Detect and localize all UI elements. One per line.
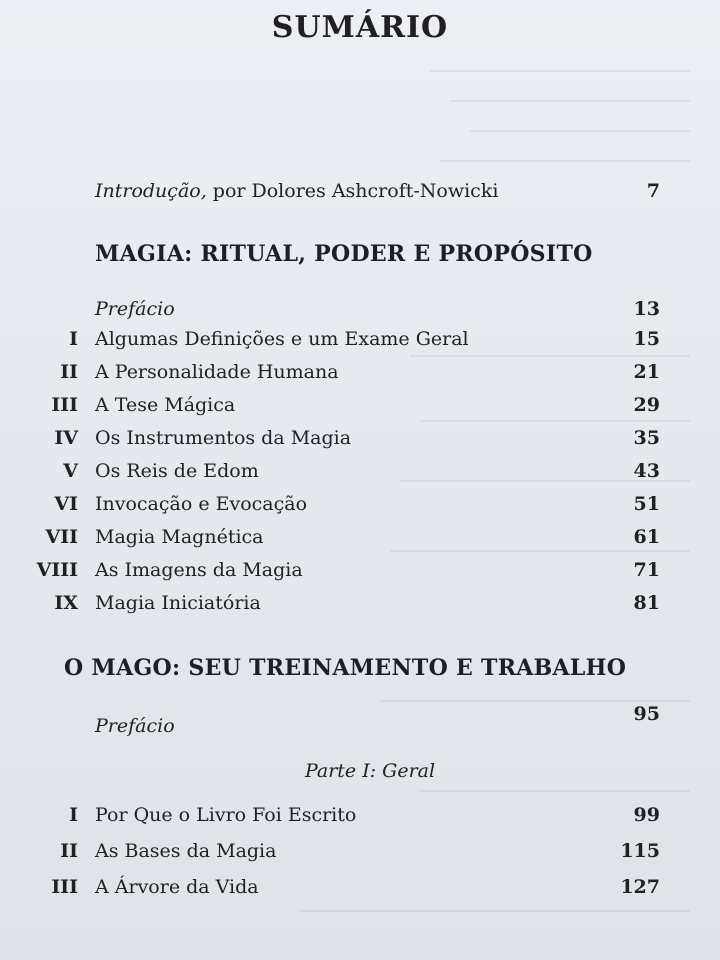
chapter-page: 15 bbox=[633, 328, 660, 350]
toc-entry-chapter bbox=[0, 493, 720, 523]
chapter-page: 71 bbox=[633, 559, 660, 581]
intro-label-italic: Introdução, bbox=[95, 180, 207, 202]
chapter-title: As Bases da Magia bbox=[95, 840, 277, 862]
part-heading: Parte I: Geral bbox=[304, 760, 436, 782]
toc-entry-chapter bbox=[0, 804, 720, 834]
toc-entry-chapter bbox=[0, 592, 720, 622]
toc-entry-label: Prefácio bbox=[95, 715, 175, 737]
chapter-page: 43 bbox=[633, 460, 660, 482]
section-heading-book2: O MAGO: SEU TREINAMENTO E TRABALHO bbox=[64, 655, 627, 681]
intro-byline: por Dolores Ashcroft-Nowicki bbox=[206, 180, 499, 202]
toc-entry-label bbox=[95, 180, 498, 202]
chapter-number: III bbox=[51, 876, 78, 898]
chapter-title: A Árvore da Vida bbox=[95, 876, 259, 898]
chapter-number: IV bbox=[54, 427, 78, 449]
chapter-number: V bbox=[63, 460, 78, 482]
chapter-page: 61 bbox=[633, 526, 660, 548]
toc-entry-preface bbox=[0, 298, 720, 328]
toc-entry-page: 13 bbox=[633, 298, 660, 320]
chapter-page: 29 bbox=[633, 394, 660, 416]
chapter-number: VII bbox=[45, 526, 78, 548]
show-through-line bbox=[430, 70, 690, 72]
chapter-title: Invocação e Evocação bbox=[95, 493, 308, 515]
chapter-page: 35 bbox=[633, 427, 660, 449]
chapter-title: Algumas Definições e um Exame Geral bbox=[95, 328, 469, 350]
chapter-title: Os Reis de Edom bbox=[95, 460, 259, 482]
toc-entry-introduction bbox=[0, 180, 720, 210]
toc-entry-label: Prefácio bbox=[95, 298, 175, 320]
chapter-title: Magia Iniciatória bbox=[95, 592, 261, 614]
show-through-line bbox=[440, 160, 690, 162]
chapter-title: Por Que o Livro Foi Escrito bbox=[95, 804, 357, 826]
page-title: SUMÁRIO bbox=[271, 10, 449, 45]
toc-entry-chapter bbox=[0, 526, 720, 556]
toc-entry-chapter bbox=[0, 361, 720, 391]
chapter-number: I bbox=[69, 328, 78, 350]
toc-entry-chapter bbox=[0, 876, 720, 906]
chapter-title: Os Instrumentos da Magia bbox=[95, 427, 352, 449]
chapter-number: VI bbox=[54, 493, 78, 515]
chapter-page: 21 bbox=[633, 361, 660, 383]
chapter-title: A Tese Mágica bbox=[95, 394, 236, 416]
section-heading-book1: MAGIA: RITUAL, PODER E PROPÓSITO bbox=[95, 241, 593, 267]
chapter-number: III bbox=[51, 394, 78, 416]
show-through-line bbox=[470, 130, 690, 132]
chapter-title: Magia Magnética bbox=[95, 526, 264, 548]
chapter-title: As Imagens da Magia bbox=[95, 559, 303, 581]
toc-entry-page: 7 bbox=[646, 180, 660, 202]
chapter-page: 51 bbox=[633, 493, 660, 515]
toc-entry-chapter bbox=[0, 840, 720, 870]
chapter-title: A Personalidade Humana bbox=[95, 361, 339, 383]
chapter-number: IX bbox=[54, 592, 78, 614]
toc-entry-chapter bbox=[0, 328, 720, 358]
toc-entry-page: 95 bbox=[633, 703, 660, 725]
chapter-page: 127 bbox=[620, 876, 660, 898]
toc-entry-chapter bbox=[0, 460, 720, 490]
chapter-number: II bbox=[60, 840, 78, 862]
show-through-line bbox=[450, 100, 690, 102]
chapter-number: I bbox=[69, 804, 78, 826]
toc-entry-chapter bbox=[0, 559, 720, 589]
toc-entry-chapter bbox=[0, 394, 720, 424]
chapter-page: 115 bbox=[620, 840, 660, 862]
chapter-number: VIII bbox=[36, 559, 78, 581]
chapter-page: 81 bbox=[633, 592, 660, 614]
chapter-page: 99 bbox=[633, 804, 660, 826]
toc-entry-preface bbox=[0, 703, 720, 745]
show-through-line bbox=[420, 790, 690, 792]
show-through-line bbox=[300, 910, 690, 912]
chapter-number: II bbox=[60, 361, 78, 383]
show-through-line bbox=[380, 700, 690, 702]
toc-entry-chapter bbox=[0, 427, 720, 457]
